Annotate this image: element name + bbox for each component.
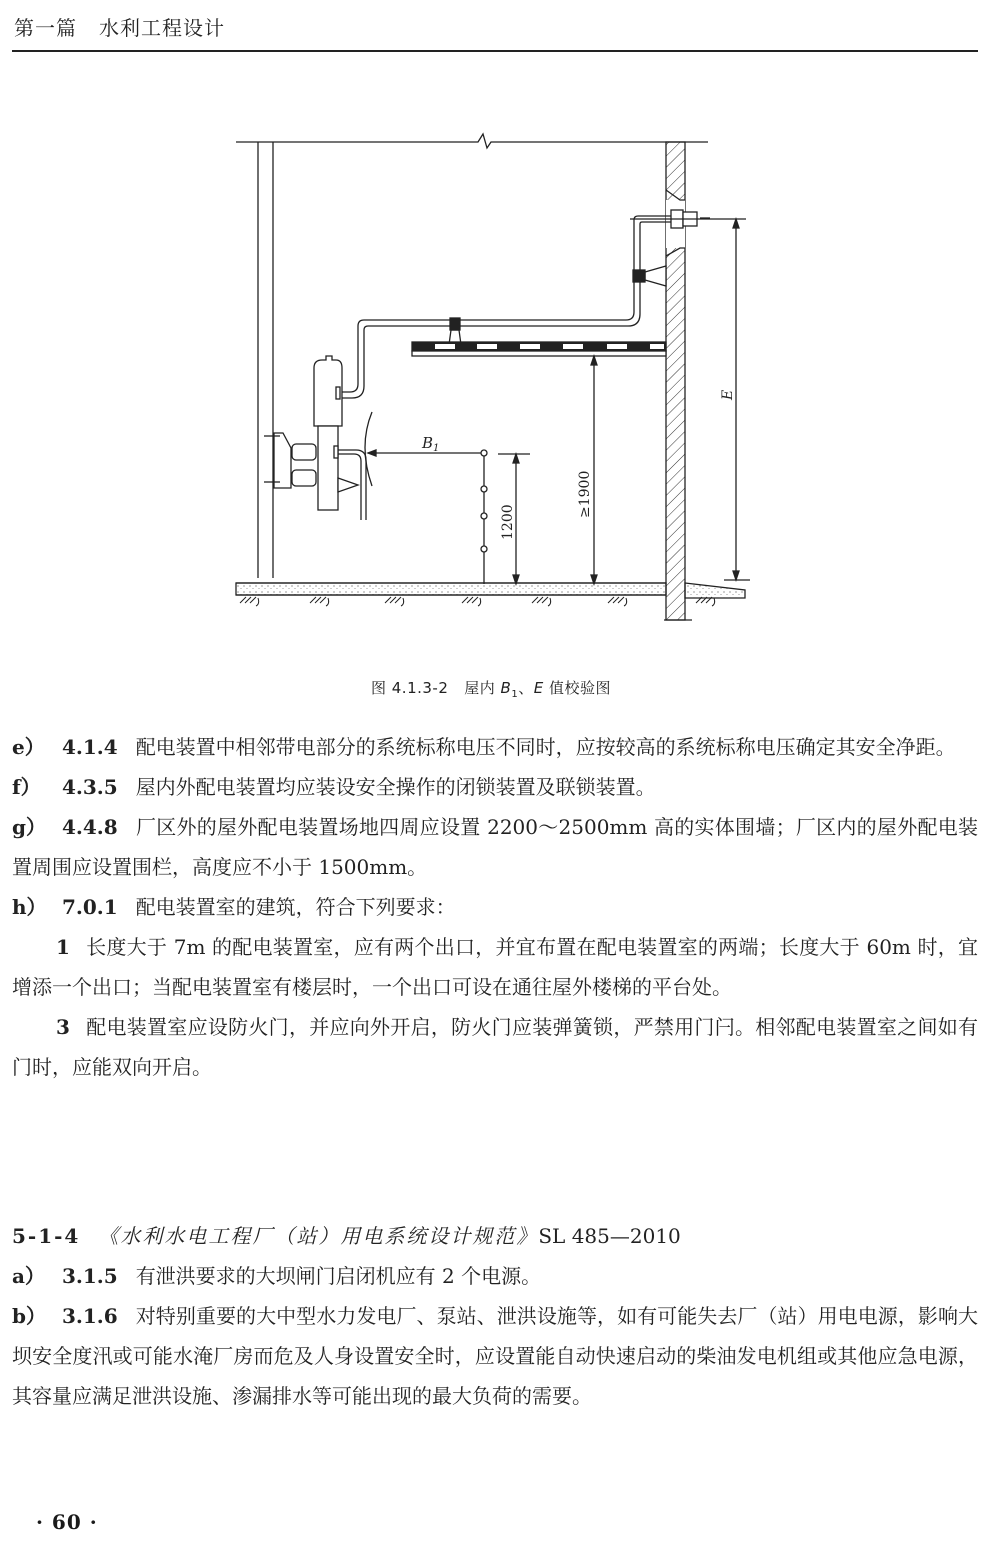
caption-text-2: 值校验图 — [548, 679, 611, 697]
caption-prefix: 图 4.1.3-2 — [371, 679, 449, 697]
item-mark: b） — [12, 1304, 46, 1328]
clause-text: 对特别重要的大中型水力发电厂、泵站、泄洪设施等，如有可能失去厂（站）用电电源，影响大坝安全度汛或可能水淹厂房而危及人身设置安全时，应设置能自动快速启动的柴油发电机组或其他应急电源，其容量应满足泄洪设施、渗漏排水等可能出现的最大负荷的需要。 — [12, 1304, 978, 1408]
clause-number: 3.1.6 — [62, 1304, 118, 1328]
clause-text: 屋内外配电装置均应装设安全操作的闭锁装置及联锁装置。 — [135, 775, 656, 799]
item-mark: e） — [12, 735, 45, 759]
sub-item — [12, 1007, 978, 1087]
clause-number: 4.3.5 — [62, 775, 118, 799]
clause-item — [12, 1296, 978, 1416]
sub-item-text: 长度大于 7m 的配电装置室，应有两个出口，并宜布置在配电装置室的两端；长度大于 60m 时，宜增添一个出口；当配电装置室有楼层时，一个出口可设在通往屋外楼梯的平台处。 — [12, 935, 978, 999]
clause-item — [12, 727, 978, 767]
label-e: E — [720, 389, 736, 400]
section-number: 5-1-4 — [12, 1224, 81, 1248]
item-mark: f） — [12, 775, 41, 799]
caption-sep: 、 — [518, 679, 534, 697]
caption-b-sub: 1 — [511, 689, 519, 700]
standard-title: 《水利水电工程厂（站）用电系统设计规范》 — [98, 1224, 539, 1248]
running-header — [12, 8, 978, 52]
clause-item — [12, 887, 978, 927]
item-mark: g） — [12, 815, 46, 839]
section-heading — [12, 1216, 978, 1256]
clause-item — [12, 767, 978, 807]
caption-b: B — [500, 679, 512, 697]
clause-number: 4.1.4 — [62, 735, 118, 759]
clause-number: 4.4.8 — [62, 815, 118, 839]
clause-item — [12, 1256, 978, 1296]
label-1900: ≥1900 — [577, 470, 593, 518]
sub-item-text: 配电装置室应设防火门，并应向外开启，防火门应装弹簧锁，严禁用门闩。相邻配电装置室之间如有门时，应能双向开启。 — [12, 1015, 978, 1079]
section-b-body — [12, 1216, 978, 1416]
label-b1: $B_1$ — [422, 434, 440, 454]
caption-text: 屋内 — [464, 679, 496, 697]
item-mark: a） — [12, 1264, 45, 1288]
clause-item — [12, 807, 978, 887]
figure-indoor-b1-e-check — [230, 128, 750, 658]
clause-number: 7.0.1 — [62, 895, 118, 919]
section-a-body — [12, 727, 978, 1087]
clause-text: 有泄洪要求的大坝闸门启闭机应有 2 个电源。 — [135, 1264, 542, 1288]
clause-text: 配电装置中相邻带电部分的系统标称电压不同时，应按较高的系统标称电压确定其安全净距。 — [135, 735, 956, 759]
figure-caption — [0, 677, 982, 700]
sub-item-number: 1 — [56, 935, 70, 959]
label-1200: 1200 — [500, 504, 516, 540]
page-number: · 60 · — [36, 1510, 98, 1534]
sub-item-number: 3 — [56, 1015, 70, 1039]
clause-number: 3.1.5 — [62, 1264, 118, 1288]
sub-item — [12, 927, 978, 1007]
caption-e: E — [533, 679, 544, 697]
technical-drawing — [230, 128, 750, 658]
standard-code: SL 485—2010 — [538, 1224, 681, 1248]
header-part: 第一篇 — [14, 16, 77, 40]
item-mark: h） — [12, 895, 47, 919]
clause-text: 配电装置室的建筑，符合下列要求： — [135, 895, 456, 919]
clause-text: 厂区外的屋外配电装置场地四周应设置 2200～2500mm 高的实体围墙；厂区内的屋外配电装置周围应设置围栏，高度应不小于 1500mm。 — [12, 815, 978, 879]
header-title: 水利工程设计 — [99, 16, 225, 40]
header-text — [14, 12, 225, 41]
